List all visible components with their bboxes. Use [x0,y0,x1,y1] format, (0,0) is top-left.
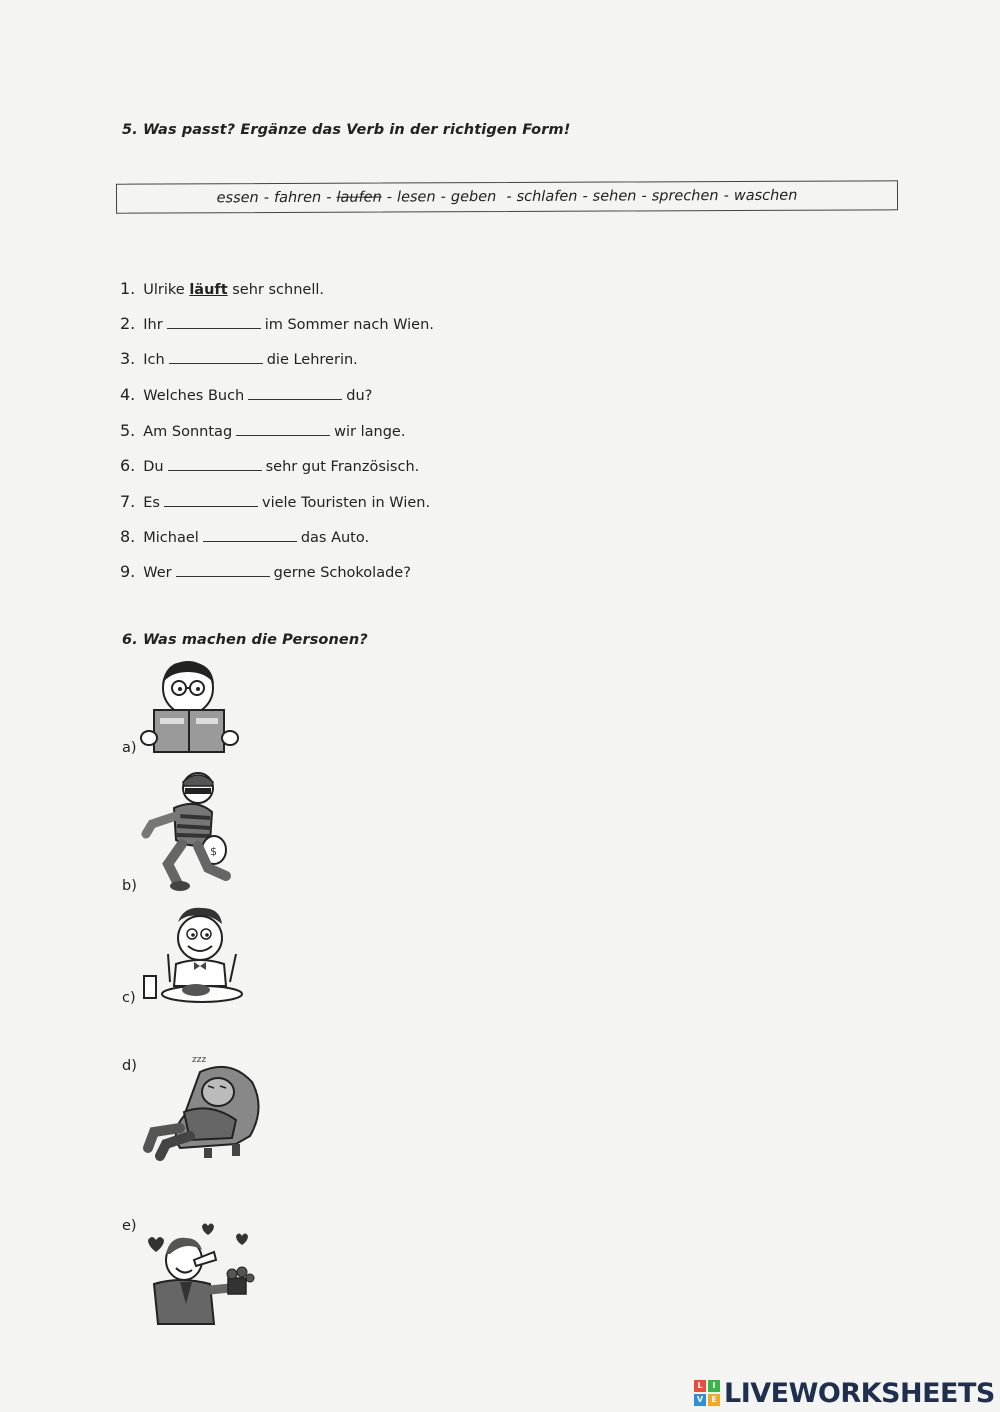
verb-separator: - [326,189,332,206]
item-text-before: Ulrike [143,282,185,298]
verb-separator: - [582,188,588,205]
item-number: 6. [120,456,136,475]
item-number: 7. [120,492,136,511]
verb-item: geben [450,189,497,206]
boy-eating-icon [140,906,252,1006]
exercise-item-5 [120,421,405,440]
item-text-after: sehr schnell. [232,282,324,298]
verb-item: sehen [592,188,637,205]
exercise-item-4 [120,385,372,404]
item-text-after: sehr gut Französisch. [265,459,420,475]
item-text-before: Am Sonntag [143,424,233,440]
item-number: 1. [120,279,136,298]
exercise-item-7 [120,492,430,511]
section6-heading: 6. Was machen die Personen? [122,632,368,648]
answer-blank[interactable] [248,387,342,400]
man-sleeping-icon [140,1052,272,1162]
thief-running-icon [138,768,238,892]
verb-separator: - [263,190,269,207]
item-text-before: Ihr [143,317,163,333]
exercise-item-6 [120,456,419,475]
item-number: 2. [120,314,136,333]
brand-name: LIVEWORKSHEETS [724,1377,995,1409]
verb-separator: - [440,189,446,206]
picture-letter-d: d) [122,1058,137,1074]
item-number: 4. [120,385,136,404]
verb-box [116,180,898,213]
item-text-before: Michael [143,530,199,546]
item-number: 9. [120,562,136,581]
logo-letter: I [708,1380,720,1392]
item-text-after: das Auto. [300,530,370,546]
answer-blank[interactable] [167,316,261,329]
answer-blank[interactable] [164,494,258,507]
picture-letter-b: b) [122,878,137,894]
answer-blank[interactable] [203,529,297,542]
boy-reading-book-icon [140,658,240,758]
exercise-item-1 [120,279,324,298]
picture-letter-a: a) [122,740,137,756]
item-text-after: viele Touristen in Wien. [261,495,431,511]
logo-letter: V [694,1394,706,1406]
verb-item: sprechen [651,188,719,205]
picture-letter-c: c) [122,990,136,1006]
verb-item: essen [216,190,259,207]
man-giving-flowers-icon [140,1220,262,1330]
item-number: 3. [120,349,136,368]
item-number: 8. [120,527,136,546]
svg-text:$: $ [210,845,217,858]
item-text-after: wir lange. [334,424,406,440]
item-text-before: Wer [143,565,172,581]
exercise-item-3 [120,349,358,368]
item-number: 5. [120,421,136,440]
verb-item: lesen [396,189,436,206]
item-text-after: im Sommer nach Wien. [264,317,434,333]
item-text-after: gerne Schokolade? [273,565,411,581]
logo-letter: L [694,1380,706,1392]
exercise-item-8 [120,527,369,546]
verb-separator: - [506,188,512,206]
example-answer: läuft [189,282,228,298]
section5-heading: 5. Was passt? Ergänze das Verb in der richtigen Form! [122,122,571,138]
verb-item: schlafen [516,188,578,205]
verb-separator: - [723,188,729,205]
exercise-item-2 [120,314,434,333]
item-text-before: Du [143,459,164,475]
item-text-before: Welches Buch [143,388,245,404]
item-text-after: du? [346,388,373,404]
item-text-before: Ich [143,352,165,368]
item-text-before: Es [143,495,160,511]
picture-letter-e: e) [122,1218,137,1234]
verb-separator: - [386,189,393,206]
exercise-item-9 [120,562,411,581]
svg-text:zzz: zzz [192,1055,207,1065]
answer-blank[interactable] [236,423,330,436]
liveworksheets-logo-icon [694,1380,720,1406]
verb-separator: - [641,188,647,205]
liveworksheets-brand [694,1376,995,1410]
answer-blank[interactable] [168,458,262,471]
item-text-after: die Lehrerin. [266,352,358,368]
answer-blank[interactable] [176,564,270,577]
verb-item-struck: laufen [336,189,382,206]
verb-item: waschen [733,187,798,205]
logo-letter: E [708,1394,720,1406]
verb-item: fahren [273,189,322,207]
answer-blank[interactable] [169,351,263,364]
